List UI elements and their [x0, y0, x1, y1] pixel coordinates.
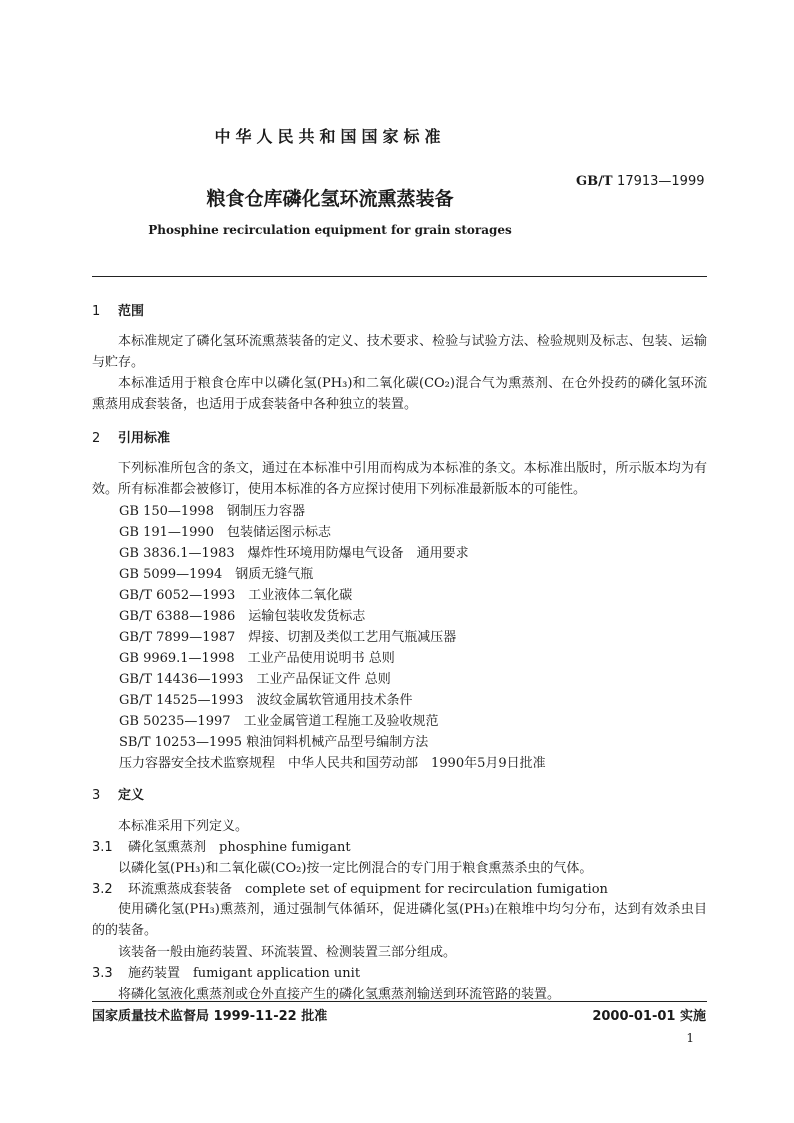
section-title: 范围: [118, 304, 145, 319]
standard-prefix: GB/T: [576, 174, 613, 189]
standard-number: 17913—1999: [617, 174, 705, 189]
section-title: 定义: [118, 788, 145, 803]
issued-by-date: 国家质量技术监督局 1999-11-22 批准: [92, 1009, 328, 1024]
section-title: 引用标准: [118, 431, 171, 446]
reference-item: GB 9969.1—1998 工业产品使用说明书 总则: [119, 651, 395, 666]
national-standard-header: 中华人民共和国国家标准: [214, 127, 446, 146]
reference-item: GB 191—1990 包装储运图示标志: [119, 525, 331, 540]
definition-3-1-term: [92, 836, 351, 855]
section-3-heading: [92, 784, 144, 803]
reference-item: GB 3836.1—1983 爆炸性环境用防爆电气设备 通用要求: [119, 546, 469, 561]
reference-item: GB/T 14525—1993 波纹金属软管通用技术条件: [119, 693, 413, 708]
reference-item: GB 150—1998 钢制压力容器: [119, 504, 305, 519]
section-number: 2: [92, 431, 101, 446]
definition-3-2-term: [92, 878, 608, 897]
definition-term: 施药装置 fumigant application unit: [128, 966, 361, 981]
section-number: 1: [92, 304, 101, 319]
definition-term: 磷化氢熏蒸剂 phosphine fumigant: [128, 840, 351, 855]
title-english: Phosphine recirculation equipment for grain storages: [148, 223, 512, 237]
definition-number: 3.2: [92, 882, 113, 897]
reference-item: GB/T 7899—1987 焊接、切割及类似工艺用气瓶减压器: [119, 630, 457, 645]
definition-term: 环流熏蒸成套装备 complete set of equipment for recirculation fumigation: [128, 882, 608, 897]
reference-item: GB 50235—1997 工业金属管道工程施工及验收规范: [119, 714, 439, 729]
reference-item: GB/T 6388—1986 运输包装收发货标志: [119, 609, 366, 624]
footer-rule: [92, 1001, 707, 1002]
definition-number: 3.3: [92, 966, 113, 981]
definition-3-3-text: 将磷化氢液化熏蒸剂或仓外直接产生的磷化氢熏蒸剂输送到环流管路的装置。: [118, 987, 561, 1002]
reference-item: SB/T 10253—1995 粮油饲料机械产品型号编制方法: [119, 735, 429, 750]
definition-3-3-term: [92, 962, 360, 981]
section-3-intro: 本标准采用下列定义。: [118, 819, 249, 834]
section-2-heading: [92, 427, 170, 446]
reference-item: 压力容器安全技术监察规程 中华人民共和国劳动部 1990年5月9日批准: [119, 756, 546, 771]
definition-3-1-text: 以磷化氢(PH₃)和二氧化碳(CO₂)按一定比例混合的专门用于粮食熏蒸杀虫的气体。: [118, 861, 593, 876]
reference-item: GB/T 14436—1993 工业产品保证文件 总则: [119, 672, 391, 687]
page-number: 1: [686, 1031, 694, 1045]
reference-item: GB 5099—1994 钢质无缝气瓶: [119, 567, 314, 582]
reference-item: GB/T 6052—1993 工业液体二氧化碳: [119, 588, 353, 603]
definition-3-2-text-2: 该装备一般由施药装置、环流装置、检测装置三部分组成。: [118, 945, 457, 960]
header-rule: [92, 276, 707, 277]
effective-date: 2000-01-01 实施: [592, 1009, 706, 1024]
definition-3-2-text: 使用磷化氢(PH₃)熏蒸剂，通过强制气体循环，促进磷化氢(PH₃)在粮堆中均匀分布，达到有效杀虫目的的装备。: [92, 902, 707, 938]
title-chinese: 粮食仓库磷化氢环流熏蒸装备: [206, 188, 454, 210]
section-number: 3: [92, 788, 101, 803]
section-2-intro: 下列标准所包含的条文，通过在本标准中引用而构成为本标准的条文。本标准出版时，所示版本均为有效。所有标准都会被修订，使用本标准的各方应探讨使用下列标准最新版本的可能性。: [92, 461, 707, 497]
section-1-heading: [92, 300, 144, 319]
section-1-paragraph-1: 本标准规定了磷化氢环流熏蒸装备的定义、技术要求、检验与试验方法、检验规则及标志、包装、运输与贮存。: [92, 334, 707, 370]
definition-number: 3.1: [92, 840, 113, 855]
section-1-paragraph-2: 本标准适用于粮食仓库中以磷化氢(PH₃)和二氧化碳(CO₂)混合气为熏蒸剂、在仓外投药的磷化氢环流熏蒸用成套装备，也适用于成套装备中各种独立的装置。: [92, 376, 707, 412]
